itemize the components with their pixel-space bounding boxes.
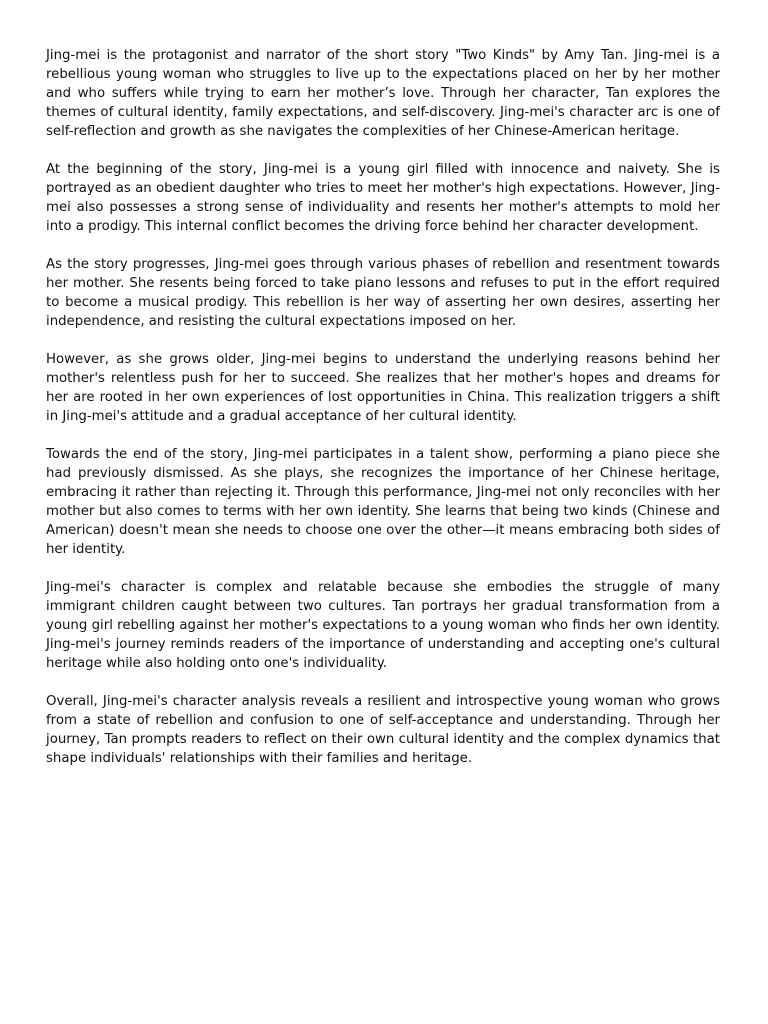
paragraph-talent-show: Towards the end of the story, Jing-mei participates in a talent show, performing a piano piece she had previously dismissed. As she plays, she recognizes the importance of her Chinese heritage, embracing it rather than rejecting it. Through this performance, Jing-mei not only reconciles with her mother but also comes to terms with her own identity. She learns that being two kinds (Chinese and American) doesn't mean she needs to choose one over the other—it means embracing both sides of her identity. — [46, 447, 720, 557]
document-page — [46, 46, 720, 787]
paragraph-complexity: Jing-mei's character is complex and relatable because she embodies the struggle of many immigrant children caught between two cultures. Tan portrays her gradual transformation from a young girl rebelling against her mother's expectations to a young woman who finds her own identity. Jing-mei's journey reminds readers of the importance of understanding and accepting one's cultural heritage while also holding onto one's individuality. — [46, 580, 720, 671]
paragraph-introduction: Jing-mei is the protagonist and narrator of the short story "Two Kinds" by Amy Tan. Jing-mei is a rebellious young woman who struggles to live up to the expectations placed on her by her mother and who suffers while trying to earn her mother’s love. Through her character, Tan explores the themes of cultural identity, family expectations, and self-discovery. Jing-mei's character arc is one of self-reflection and growth as she navigates the complexities of her Chinese-American heritage. — [46, 48, 720, 139]
paragraph-understanding: However, as she grows older, Jing-mei begins to understand the underlying reasons behind her mother's relentless push for her to succeed. She realizes that her mother's hopes and dreams for her are rooted in her own experiences of lost opportunities in China. This realization triggers a shift in Jing-mei's attitude and a gradual acceptance of her cultural identity. — [46, 352, 720, 424]
paragraph-beginning: At the beginning of the story, Jing-mei is a young girl filled with innocence and naivety. She is portrayed as an obedient daughter who tries to meet her mother's high expectations. However, Jing-mei also possesses a strong sense of individuality and resents her mother's attempts to mold her into a prodigy. This internal conflict becomes the driving force behind her character development. — [46, 162, 720, 234]
paragraph-conclusion: Overall, Jing-mei's character analysis reveals a resilient and introspective young woman who grows from a state of rebellion and confusion to one of self-acceptance and understanding. Through her journey, Tan prompts readers to reflect on their own cultural identity and the complex dynamics that shape individuals' relationships with their families and heritage. — [46, 694, 720, 766]
paragraph-progression: As the story progresses, Jing-mei goes through various phases of rebellion and resentment towards her mother. She resents being forced to take piano lessons and refuses to put in the effort required to become a musical prodigy. This rebellion is her way of asserting her own desires, asserting her independence, and resisting the cultural expectations imposed on her. — [46, 257, 720, 329]
